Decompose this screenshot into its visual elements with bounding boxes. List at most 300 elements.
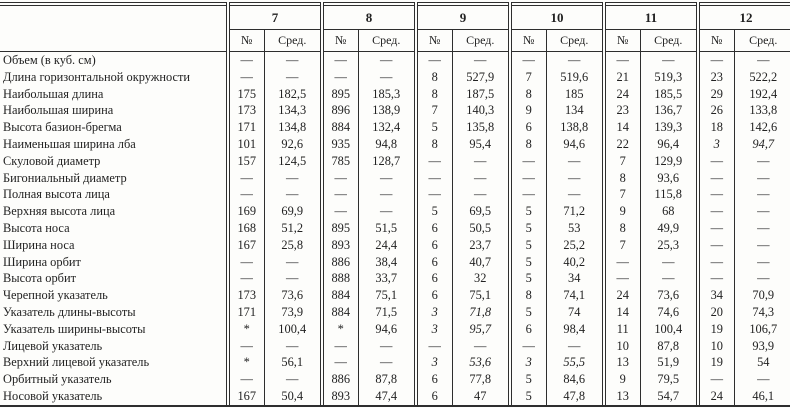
cell-num: * bbox=[322, 321, 358, 338]
cell-num: — bbox=[322, 186, 358, 203]
cell-num: 6 bbox=[416, 270, 452, 287]
table-row bbox=[0, 220, 790, 237]
cell-num: 7 bbox=[510, 69, 546, 86]
cell-num: 101 bbox=[228, 136, 264, 153]
cell-num: 11 bbox=[604, 321, 640, 338]
cell-num: — bbox=[228, 338, 264, 355]
cell-num: 5 bbox=[510, 388, 546, 407]
cell-mean: — bbox=[734, 254, 790, 271]
cell-num: — bbox=[416, 338, 452, 355]
row-label: Ширина орбит bbox=[3, 254, 81, 269]
cell-num: 8 bbox=[510, 86, 546, 103]
cell-num: 34 bbox=[698, 287, 734, 304]
row-label: Высота базион-брегма bbox=[3, 120, 122, 135]
cell-mean: — bbox=[546, 338, 604, 355]
cell-mean: 25,2 bbox=[546, 237, 604, 254]
cell-mean: — bbox=[734, 186, 790, 203]
cell-mean: 139,3 bbox=[640, 119, 698, 136]
cell-mean: 96,4 bbox=[640, 136, 698, 153]
cell-mean: 54,7 bbox=[640, 388, 698, 407]
row-label: Наименьшая ширина лба bbox=[3, 136, 136, 151]
cell-num: 7 bbox=[416, 102, 452, 119]
cell-num: 5 bbox=[510, 220, 546, 237]
cell-mean: 34 bbox=[546, 270, 604, 287]
cell-mean: 94,7 bbox=[734, 136, 790, 153]
cell-num: — bbox=[698, 371, 734, 388]
cell-mean: 519,6 bbox=[546, 69, 604, 86]
cell-mean: — bbox=[358, 338, 416, 355]
cell-mean: 73,9 bbox=[264, 304, 322, 321]
row-label: Верхний лицевой указатель bbox=[3, 355, 150, 370]
cell-mean: 74,6 bbox=[640, 304, 698, 321]
table-row bbox=[0, 170, 790, 187]
mean-header: Сред. bbox=[452, 30, 510, 52]
cell-mean: 51,2 bbox=[264, 220, 322, 237]
cell-num: — bbox=[322, 52, 358, 69]
cell-num: — bbox=[510, 186, 546, 203]
row-label: Наибольшая ширина bbox=[3, 103, 114, 118]
row-label: Носовой указатель bbox=[3, 388, 103, 403]
cell-num: 9 bbox=[510, 102, 546, 119]
num-header: № bbox=[228, 30, 264, 52]
table-row bbox=[0, 102, 790, 119]
row-label: Наибольшая длина bbox=[3, 86, 104, 101]
table-row bbox=[0, 388, 790, 407]
cell-mean: 54 bbox=[734, 354, 790, 371]
row-label: Указатель длины-высоты bbox=[3, 304, 136, 319]
table-row bbox=[0, 304, 790, 321]
cell-mean: — bbox=[264, 254, 322, 271]
cell-mean: 53,6 bbox=[452, 354, 510, 371]
cell-mean: 53 bbox=[546, 220, 604, 237]
cell-mean: — bbox=[264, 52, 322, 69]
table-row bbox=[0, 254, 790, 271]
cell-mean: 38,4 bbox=[358, 254, 416, 271]
cell-num: 6 bbox=[416, 371, 452, 388]
cell-mean: — bbox=[734, 170, 790, 187]
cell-num: 5 bbox=[416, 203, 452, 220]
cell-mean: — bbox=[358, 354, 416, 371]
cell-num: — bbox=[228, 52, 264, 69]
cell-mean: 185,5 bbox=[640, 86, 698, 103]
table-row bbox=[0, 86, 790, 103]
cell-mean: 93,6 bbox=[640, 170, 698, 187]
cell-mean: 40,7 bbox=[452, 254, 510, 271]
group-header-8: 8 bbox=[322, 4, 416, 30]
cell-num: 7 bbox=[604, 186, 640, 203]
cell-num: 19 bbox=[698, 354, 734, 371]
cell-mean: 51,5 bbox=[358, 220, 416, 237]
cell-mean: — bbox=[452, 52, 510, 69]
cell-mean: 124,5 bbox=[264, 153, 322, 170]
cell-mean: 75,1 bbox=[452, 287, 510, 304]
cell-num: — bbox=[228, 69, 264, 86]
cell-num: 5 bbox=[510, 371, 546, 388]
row-label: Скуловой диаметр bbox=[3, 153, 101, 168]
cell-mean: 94,6 bbox=[546, 136, 604, 153]
cell-mean: 185,3 bbox=[358, 86, 416, 103]
cell-num: — bbox=[228, 270, 264, 287]
cell-num: 3 bbox=[510, 354, 546, 371]
cell-num: 6 bbox=[416, 220, 452, 237]
cell-num: 3 bbox=[698, 136, 734, 153]
table-row bbox=[0, 69, 790, 86]
cell-num: 886 bbox=[322, 371, 358, 388]
cell-mean: — bbox=[734, 52, 790, 69]
cell-num: 3 bbox=[416, 321, 452, 338]
cell-mean: 135,8 bbox=[452, 119, 510, 136]
cell-mean: — bbox=[734, 220, 790, 237]
cell-num: 13 bbox=[604, 388, 640, 407]
cell-num: — bbox=[228, 186, 264, 203]
cell-mean: 47,4 bbox=[358, 388, 416, 407]
cell-num: — bbox=[698, 203, 734, 220]
cell-mean: 519,3 bbox=[640, 69, 698, 86]
cell-mean: 40,2 bbox=[546, 254, 604, 271]
cell-num: 895 bbox=[322, 220, 358, 237]
cell-mean: — bbox=[452, 153, 510, 170]
cell-mean: — bbox=[264, 170, 322, 187]
cell-num: — bbox=[416, 186, 452, 203]
cell-mean: 51,9 bbox=[640, 354, 698, 371]
cell-num: 14 bbox=[604, 119, 640, 136]
cell-num: 167 bbox=[228, 388, 264, 407]
table-row bbox=[0, 321, 790, 338]
cell-num: — bbox=[416, 52, 452, 69]
table-header bbox=[0, 4, 790, 52]
table-row bbox=[0, 136, 790, 153]
group-header-12: 12 bbox=[698, 4, 790, 30]
cell-num: 23 bbox=[604, 102, 640, 119]
mean-header: Сред. bbox=[546, 30, 604, 52]
cell-mean: 92,6 bbox=[264, 136, 322, 153]
cell-num: 23 bbox=[698, 69, 734, 86]
cell-num: 171 bbox=[228, 304, 264, 321]
cell-num: 3 bbox=[416, 354, 452, 371]
cell-num: 8 bbox=[604, 170, 640, 187]
cell-num: 6 bbox=[416, 237, 452, 254]
cell-num: 886 bbox=[322, 254, 358, 271]
cell-num: 5 bbox=[510, 270, 546, 287]
cell-num: 9 bbox=[604, 203, 640, 220]
cell-num: 884 bbox=[322, 287, 358, 304]
cell-num: 8 bbox=[416, 136, 452, 153]
table-body bbox=[0, 52, 790, 408]
num-header: № bbox=[698, 30, 734, 52]
cell-mean: — bbox=[358, 186, 416, 203]
cell-mean: — bbox=[264, 186, 322, 203]
cell-mean: 50,5 bbox=[452, 220, 510, 237]
table-row bbox=[0, 153, 790, 170]
cell-num: — bbox=[698, 254, 734, 271]
cell-num: — bbox=[698, 220, 734, 237]
cell-num: 10 bbox=[604, 338, 640, 355]
cell-num: 8 bbox=[416, 69, 452, 86]
cell-mean: — bbox=[546, 186, 604, 203]
cell-num: 169 bbox=[228, 203, 264, 220]
cell-mean: 79,5 bbox=[640, 371, 698, 388]
cell-mean: — bbox=[640, 254, 698, 271]
cell-mean: 182,5 bbox=[264, 86, 322, 103]
cell-num: 785 bbox=[322, 153, 358, 170]
cell-num: 884 bbox=[322, 119, 358, 136]
cell-mean: 93,9 bbox=[734, 338, 790, 355]
table-row bbox=[0, 203, 790, 220]
cell-num: — bbox=[698, 52, 734, 69]
cell-num: 157 bbox=[228, 153, 264, 170]
cell-num: — bbox=[604, 270, 640, 287]
cell-num: 8 bbox=[510, 136, 546, 153]
cell-num: 935 bbox=[322, 136, 358, 153]
cell-mean: 192,4 bbox=[734, 86, 790, 103]
cell-mean: 23,7 bbox=[452, 237, 510, 254]
cell-num: — bbox=[510, 153, 546, 170]
cell-mean: 87,8 bbox=[640, 338, 698, 355]
cell-mean: — bbox=[264, 69, 322, 86]
cell-mean: 70,9 bbox=[734, 287, 790, 304]
group-header-9: 9 bbox=[416, 4, 510, 30]
cell-mean: 115,8 bbox=[640, 186, 698, 203]
cell-num: 29 bbox=[698, 86, 734, 103]
cell-num: — bbox=[510, 52, 546, 69]
table-row bbox=[0, 237, 790, 254]
cell-mean: — bbox=[734, 371, 790, 388]
cell-num: 173 bbox=[228, 287, 264, 304]
cell-mean: — bbox=[264, 270, 322, 287]
cell-num: 6 bbox=[510, 119, 546, 136]
cell-num: — bbox=[698, 153, 734, 170]
cell-num: — bbox=[698, 170, 734, 187]
num-header: № bbox=[510, 30, 546, 52]
row-label: Лицевой указатель bbox=[3, 338, 103, 353]
cell-num: 13 bbox=[604, 354, 640, 371]
cell-mean: 32 bbox=[452, 270, 510, 287]
cell-mean: 132,4 bbox=[358, 119, 416, 136]
cell-mean: — bbox=[734, 270, 790, 287]
cell-num: 168 bbox=[228, 220, 264, 237]
cell-num: — bbox=[322, 203, 358, 220]
cell-num: — bbox=[322, 338, 358, 355]
cell-mean: 47 bbox=[452, 388, 510, 407]
table-row bbox=[0, 287, 790, 304]
cell-mean: 133,8 bbox=[734, 102, 790, 119]
cell-num: — bbox=[416, 170, 452, 187]
cell-num: — bbox=[322, 170, 358, 187]
cell-num: 24 bbox=[698, 388, 734, 407]
cell-num: 7 bbox=[604, 237, 640, 254]
row-label: Черепной указатель bbox=[3, 288, 108, 303]
table-row bbox=[0, 354, 790, 371]
cell-num: 9 bbox=[604, 371, 640, 388]
cell-num: 5 bbox=[510, 237, 546, 254]
cell-num: 895 bbox=[322, 86, 358, 103]
row-label: Указатель ширины-высоты bbox=[3, 321, 146, 336]
table-row bbox=[0, 338, 790, 355]
cell-num: 171 bbox=[228, 119, 264, 136]
cell-mean: 71,2 bbox=[546, 203, 604, 220]
row-label: Верхняя высота лица bbox=[3, 204, 116, 219]
cell-mean: — bbox=[264, 338, 322, 355]
table-row bbox=[0, 186, 790, 203]
cell-num: * bbox=[228, 321, 264, 338]
mean-header: Сред. bbox=[734, 30, 790, 52]
cell-num: — bbox=[228, 170, 264, 187]
group-header-11: 11 bbox=[604, 4, 698, 30]
cell-num: 10 bbox=[698, 338, 734, 355]
cell-mean: — bbox=[734, 237, 790, 254]
cell-mean: 140,3 bbox=[452, 102, 510, 119]
cell-num: 18 bbox=[698, 119, 734, 136]
row-label: Длина горизонтальной окружности bbox=[3, 69, 191, 84]
cell-mean: 33,7 bbox=[358, 270, 416, 287]
anthropometric-table bbox=[0, 2, 790, 408]
cell-mean: 142,6 bbox=[734, 119, 790, 136]
cell-mean: 84,6 bbox=[546, 371, 604, 388]
cell-num: 20 bbox=[698, 304, 734, 321]
cell-mean: — bbox=[546, 170, 604, 187]
cell-mean: 50,4 bbox=[264, 388, 322, 407]
cell-mean: 527,9 bbox=[452, 69, 510, 86]
cell-num: — bbox=[510, 338, 546, 355]
cell-num: 3 bbox=[416, 304, 452, 321]
cell-num: 175 bbox=[228, 86, 264, 103]
cell-num: 167 bbox=[228, 237, 264, 254]
cell-num: — bbox=[698, 186, 734, 203]
cell-num: 8 bbox=[510, 287, 546, 304]
cell-mean: 49,9 bbox=[640, 220, 698, 237]
group-header-7: 7 bbox=[228, 4, 322, 30]
cell-mean: 46,1 bbox=[734, 388, 790, 407]
row-label: Высота носа bbox=[3, 220, 70, 235]
cell-mean: — bbox=[640, 52, 698, 69]
cell-num: 24 bbox=[604, 287, 640, 304]
mean-header: Сред. bbox=[358, 30, 416, 52]
corner-cell bbox=[0, 4, 228, 52]
cell-mean: 25,3 bbox=[640, 237, 698, 254]
cell-num: — bbox=[228, 371, 264, 388]
cell-mean: 94,8 bbox=[358, 136, 416, 153]
cell-mean: 69,9 bbox=[264, 203, 322, 220]
cell-mean: 187,5 bbox=[452, 86, 510, 103]
cell-mean: 185 bbox=[546, 86, 604, 103]
cell-mean: — bbox=[546, 153, 604, 170]
cell-mean: 24,4 bbox=[358, 237, 416, 254]
cell-mean: 128,7 bbox=[358, 153, 416, 170]
cell-mean: 71,5 bbox=[358, 304, 416, 321]
cell-mean: 69,5 bbox=[452, 203, 510, 220]
row-label: Ширина носа bbox=[3, 237, 75, 252]
cell-mean: — bbox=[358, 170, 416, 187]
cell-num: — bbox=[604, 254, 640, 271]
cell-mean: 74,3 bbox=[734, 304, 790, 321]
cell-num: 7 bbox=[604, 153, 640, 170]
cell-num: — bbox=[322, 354, 358, 371]
cell-num: — bbox=[228, 254, 264, 271]
cell-num: 893 bbox=[322, 388, 358, 407]
cell-mean: 138,9 bbox=[358, 102, 416, 119]
cell-mean: 106,7 bbox=[734, 321, 790, 338]
cell-num: 5 bbox=[510, 203, 546, 220]
cell-mean: 129,9 bbox=[640, 153, 698, 170]
cell-num: — bbox=[698, 237, 734, 254]
cell-num: 21 bbox=[604, 69, 640, 86]
cell-mean: — bbox=[546, 52, 604, 69]
cell-mean: 134,3 bbox=[264, 102, 322, 119]
cell-num: 5 bbox=[416, 119, 452, 136]
cell-mean: — bbox=[358, 52, 416, 69]
cell-num: 173 bbox=[228, 102, 264, 119]
cell-mean: 94,6 bbox=[358, 321, 416, 338]
cell-num: 22 bbox=[604, 136, 640, 153]
row-label: Орбитный указатель bbox=[3, 372, 112, 387]
cell-num: 5 bbox=[510, 304, 546, 321]
cell-mean: 136,7 bbox=[640, 102, 698, 119]
cell-mean: — bbox=[452, 338, 510, 355]
table-row bbox=[0, 119, 790, 136]
cell-num: 8 bbox=[416, 86, 452, 103]
cell-mean: 56,1 bbox=[264, 354, 322, 371]
cell-num: 6 bbox=[416, 287, 452, 304]
table-row bbox=[0, 270, 790, 287]
cell-num: 26 bbox=[698, 102, 734, 119]
cell-mean: 73,6 bbox=[640, 287, 698, 304]
cell-mean: — bbox=[734, 153, 790, 170]
row-label: Высота орбит bbox=[3, 271, 77, 286]
cell-num: 893 bbox=[322, 237, 358, 254]
cell-num: — bbox=[698, 270, 734, 287]
cell-mean: 55,5 bbox=[546, 354, 604, 371]
cell-mean: 100,4 bbox=[640, 321, 698, 338]
cell-num: 888 bbox=[322, 270, 358, 287]
num-header: № bbox=[322, 30, 358, 52]
cell-mean: 74,1 bbox=[546, 287, 604, 304]
mean-header: Сред. bbox=[264, 30, 322, 52]
cell-mean: 87,8 bbox=[358, 371, 416, 388]
cell-mean: 74 bbox=[546, 304, 604, 321]
cell-mean: 95,7 bbox=[452, 321, 510, 338]
cell-num: 6 bbox=[416, 388, 452, 407]
cell-mean: 98,4 bbox=[546, 321, 604, 338]
cell-mean: — bbox=[264, 371, 322, 388]
cell-num: 24 bbox=[604, 86, 640, 103]
cell-num: 6 bbox=[416, 254, 452, 271]
cell-num: 5 bbox=[510, 254, 546, 271]
group-header-10: 10 bbox=[510, 4, 604, 30]
cell-mean: 138,8 bbox=[546, 119, 604, 136]
cell-mean: 100,4 bbox=[264, 321, 322, 338]
cell-mean: — bbox=[452, 170, 510, 187]
cell-mean: — bbox=[452, 186, 510, 203]
cell-mean: 75,1 bbox=[358, 287, 416, 304]
cell-mean: 134 bbox=[546, 102, 604, 119]
cell-mean: 68 bbox=[640, 203, 698, 220]
row-label: Полная высота лица bbox=[3, 187, 110, 202]
cell-mean: — bbox=[358, 203, 416, 220]
mean-header: Сред. bbox=[640, 30, 698, 52]
cell-mean: 25,8 bbox=[264, 237, 322, 254]
cell-mean: 522,2 bbox=[734, 69, 790, 86]
cell-num: 14 bbox=[604, 304, 640, 321]
row-label: Бигониальный диаметр bbox=[3, 170, 127, 185]
cell-mean: — bbox=[640, 270, 698, 287]
cell-mean: — bbox=[358, 69, 416, 86]
cell-mean: 95,4 bbox=[452, 136, 510, 153]
cell-mean: 77,8 bbox=[452, 371, 510, 388]
table-row bbox=[0, 52, 790, 69]
table-row bbox=[0, 371, 790, 388]
cell-mean: 47,8 bbox=[546, 388, 604, 407]
cell-num: 6 bbox=[510, 321, 546, 338]
